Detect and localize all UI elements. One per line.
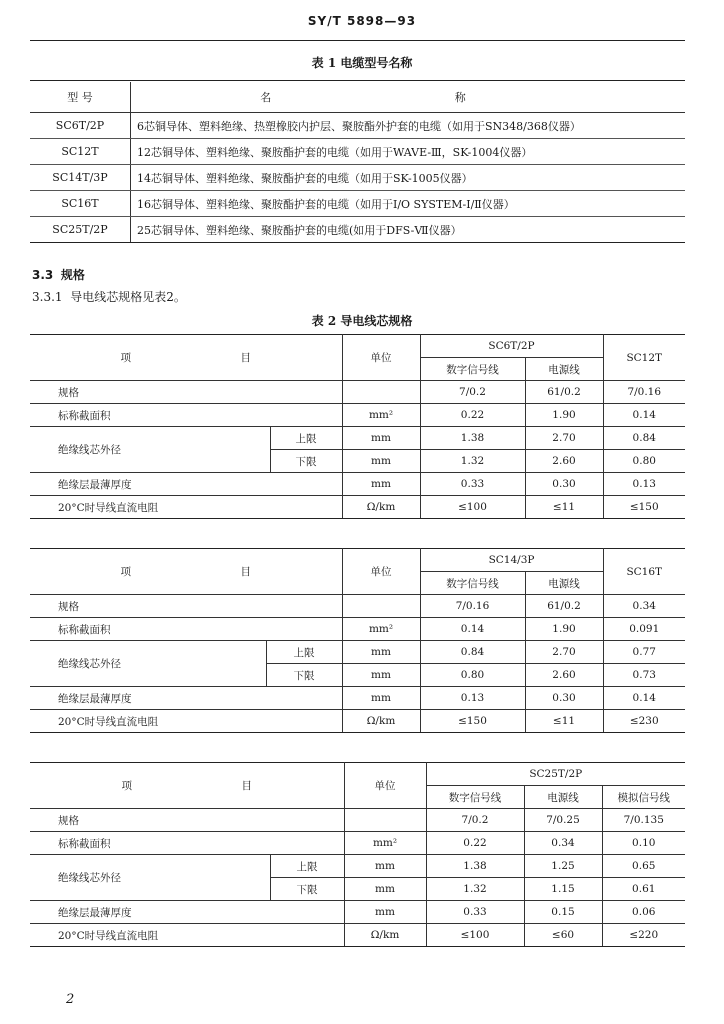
sub-header: 电源线 [525,572,603,595]
table-row: 规格 7/0.16 61/0.2 0.34 [30,595,685,618]
cable-name: 25芯铜导体、塑料绝缘、聚胺酯护套的电缆(如用于DFS-Ⅶ仪器） [131,217,686,243]
table-row [30,139,685,165]
third-header: SC12T [603,335,685,381]
table-row: 标称截面积 mm² 0.22 0.34 0.10 [30,832,685,855]
cable-type: SC16T [30,191,131,217]
table-row: 下限 mm 1.32 2.60 0.80 [30,450,685,473]
table-row: 绝缘线芯外径 上限 mm 1.38 1.25 0.65 [30,855,685,878]
spec-table-block-3 [30,762,685,947]
sub-header: 模拟信号线 [602,786,685,809]
cable-name: 16芯铜导体、塑料绝缘、聚胺酯护套的电缆（如用于I/O SYSTEM-I/Ⅱ仪器） [131,191,686,217]
third-header: SC16T [603,549,685,595]
table-row: 下限 mm 0.80 2.60 0.73 [30,664,685,687]
table-row: 20°C时导线直流电阻 Ω/km ≤100 ≤11 ≤150 [30,496,685,519]
cable-type: SC6T/2P [30,113,131,139]
unit-header: 单位 [342,549,420,595]
unit-header: 单位 [342,335,420,381]
sub-header: 数字信号线 [426,786,524,809]
sub-header: 数字信号线 [420,572,525,595]
table1-title: 表 1 电缆型号名称 [311,56,413,70]
table-row [30,217,685,243]
table-row [30,549,685,572]
sub-header: 电源线 [525,358,603,381]
item-header: 项 目 [30,549,342,595]
item-header: 项 目 [30,763,344,809]
table-row: 20°C时导线直流电阻 Ω/km ≤100 ≤60 ≤220 [30,924,685,947]
table-row [30,113,685,139]
col-name-header: 名 称 [131,82,686,113]
sub-header: 电源线 [524,786,602,809]
cable-name: 12芯铜导体、塑料绝缘、聚胺酯护套的电缆（如用于WAVE-Ⅲ，SK-1004仪器） [131,139,686,165]
cable-name: 14芯铜导体、塑料绝缘、聚胺酯护套的电缆（如用于SK-1005仪器） [131,165,686,191]
spec-table-block-1 [30,334,685,519]
spec-table-block-2 [30,548,685,733]
table-row [30,191,685,217]
table-row: 标称截面积 mm² 0.22 1.90 0.14 [30,404,685,427]
cable-name: 6芯铜导体、塑料绝缘、热塑橡胶内护层、聚胺酯外护套的电缆（如用于SN348/368仪器） [131,113,686,139]
table-row [30,165,685,191]
document-code: SY/T 5898—93 [307,14,417,28]
page-number: 2 [66,992,75,1007]
subsection-number: 3.3.1 [32,290,63,304]
cable-model-table [30,82,685,243]
group-header: SC14/3P [420,549,603,572]
group-header: SC6T/2P [420,335,603,358]
cable-type: SC14T/3P [30,165,131,191]
table-row: 绝缘线芯外径 上限 mm 1.38 2.70 0.84 [30,427,685,450]
table-row [30,335,685,358]
table-row: 下限 mm 1.32 1.15 0.61 [30,878,685,901]
section-number: 3.3 [32,268,54,282]
table-row: 绝缘线芯外径 上限 mm 0.84 2.70 0.77 [30,641,685,664]
table-row [30,763,685,786]
sub-header: 数字信号线 [420,358,525,381]
item-header: 项 目 [30,335,342,381]
cable-type: SC25T/2P [30,217,131,243]
header-rule [30,40,685,41]
table-row: 绝缘层最薄厚度 mm 0.13 0.30 0.14 [30,687,685,710]
table1-top-rule [30,80,685,81]
section-heading [32,266,85,283]
table-row: 标称截面积 mm² 0.14 1.90 0.091 [30,618,685,641]
table-row: 规格 7/0.2 61/0.2 7/0.16 [30,381,685,404]
table-row: 20°C时导线直流电阻 Ω/km ≤150 ≤11 ≤230 [30,710,685,733]
col-type-header: 型 号 [30,82,131,113]
subsection-line [32,288,186,305]
group-header: SC25T/2P [426,763,685,786]
table-row: 绝缘层最薄厚度 mm 0.33 0.30 0.13 [30,473,685,496]
section-title: 规格 [60,268,85,282]
table-row: 绝缘层最薄厚度 mm 0.33 0.15 0.06 [30,901,685,924]
unit-header: 单位 [344,763,426,809]
table-row: 规格 7/0.2 7/0.25 7/0.135 [30,809,685,832]
table2-title: 表 2 导电线芯规格 [311,314,413,328]
subsection-text: 导电线芯规格见表2。 [70,290,186,304]
cable-type: SC12T [30,139,131,165]
